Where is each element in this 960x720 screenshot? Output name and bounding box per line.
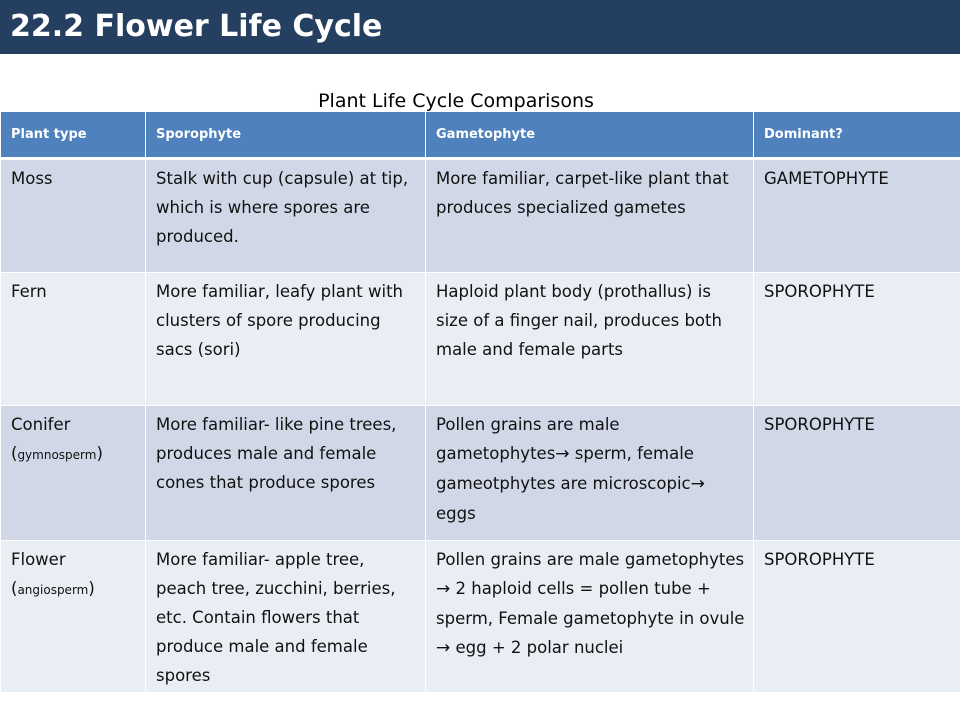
cell-gametophyte: [426, 541, 754, 693]
table-caption: Plant Life Cycle Comparisons: [318, 90, 594, 112]
arrow-icon: →: [690, 474, 705, 494]
table-row-conifer: [1, 406, 960, 541]
cell-dominant: GAMETOPHYTE: [754, 159, 960, 273]
gametophyte-text: Pollen grains are male gametophytes: [436, 415, 620, 463]
cell-sporophyte: Stalk with cup (capsule) at tip, which is where spores are produced.: [146, 159, 426, 273]
cell-gametophyte: Haploid plant body (prothallus) is size of a finger nail, produces both male and female parts: [426, 273, 754, 406]
header-dominant: Dominant?: [754, 112, 960, 159]
arrow-icon: →: [436, 638, 451, 658]
header-gametophyte: Gametophyte: [426, 112, 754, 159]
title-bar: [0, 0, 960, 54]
gametophyte-text: Pollen grains are male gametophytes: [436, 550, 745, 569]
table-row-flower: [1, 541, 960, 693]
cell-sporophyte: More familiar- apple tree, peach tree, zucchini, berries, etc. Contain flowers that produce male and female spores: [146, 541, 426, 693]
table-header-row: [1, 112, 960, 159]
table-row-moss: [1, 159, 960, 273]
header-plant-type: Plant type: [1, 112, 146, 159]
cell-dominant: SPOROPHYTE: [754, 541, 960, 693]
cell-dominant: SPOROPHYTE: [754, 273, 960, 406]
gametophyte-text: sperm, female gameotphytes are microscopic: [436, 444, 694, 493]
arrow-icon: →: [436, 579, 451, 599]
cell-sporophyte: More familiar, leafy plant with clusters of spore producing sacs (sori): [146, 273, 426, 406]
life-cycle-table: [0, 111, 960, 693]
cell-plant-type: Conifer (gymnosperm): [1, 406, 146, 541]
slide-title: 22.2 Flower Life Cycle: [10, 9, 383, 44]
cell-dominant: SPOROPHYTE: [754, 406, 960, 541]
gametophyte-text: eggs: [436, 504, 476, 523]
plant-type-name: Fern: [11, 282, 47, 301]
arrow-icon: →: [555, 444, 570, 464]
plant-type-name: Flower: [11, 550, 66, 569]
cell-gametophyte: [426, 406, 754, 541]
table-row-fern: [1, 273, 960, 406]
gametophyte-text: 2 haploid cells = pollen tube + sperm, Female gametophyte in ovule: [436, 579, 745, 628]
cell-plant-type: Flower (angiosperm): [1, 541, 146, 693]
gametophyte-text: egg + 2 polar nuclei: [450, 638, 624, 657]
plant-type-name: Moss: [11, 169, 53, 188]
plant-type-note: angiosperm: [17, 583, 89, 597]
cell-plant-type: [1, 159, 146, 273]
plant-type-name: Conifer: [11, 415, 71, 434]
cell-gametophyte: More familiar, carpet-like plant that produces specialized gametes: [426, 159, 754, 273]
plant-type-note: gymnosperm: [17, 448, 97, 462]
cell-plant-type: [1, 273, 146, 406]
cell-sporophyte: More familiar- like pine trees, produces male and female cones that produce spores: [146, 406, 426, 541]
header-sporophyte: Sporophyte: [146, 112, 426, 159]
